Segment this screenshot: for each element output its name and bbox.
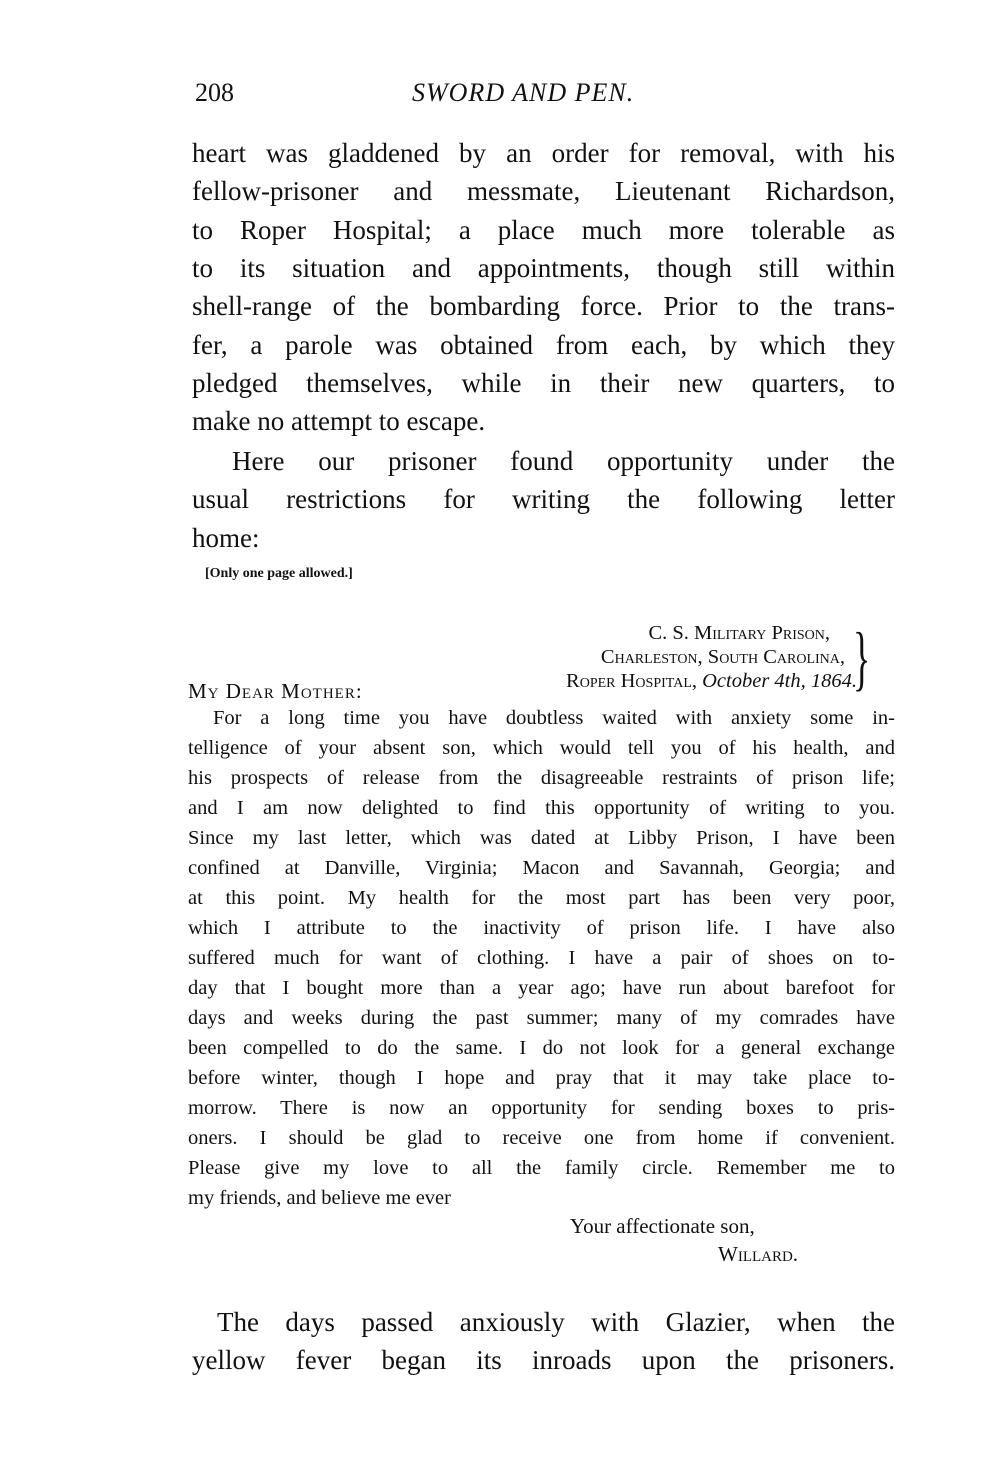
text-line: days and weeks during the past summer; many of my comrades have [188,1007,895,1029]
text-line: his prospects of release from the disagreeable restraints of prison life; [188,767,895,789]
text-line: morrow. There is now an opportunity for sending boxes to pris- [188,1097,895,1119]
salutation: My Dear Mother: [188,679,363,703]
letter-date: October 4th, 1864. [702,670,857,692]
text-line: confined at Danville, Virginia; Macon and Savannah, Georgia; and [188,857,895,879]
text-line: day that I bought more than a year ago; have run about barefoot for [188,977,895,999]
address-line-2: Charleston, South Carolina, [600,646,845,668]
text-line: which I attribute to the inactivity of prison life. I have also [188,917,895,939]
letter-note: [Only one page allowed.] [205,566,353,581]
text-line: make no attempt to escape. [192,406,486,437]
text-line: shell-range of the bombarding force. Prior to the trans- [192,291,895,322]
text-line: yellow fever began its inroads upon the prisoners. [192,1345,895,1376]
text-line: fellow-prisoner and messmate, Lieutenant Richardson, [192,176,895,207]
text-line: fer, a parole was obtained from each, by which they [192,329,895,360]
text-line: to its situation and appointments, though still within [192,252,895,283]
text-line: Since my last letter, which was dated at Libby Prison, I have been [188,827,895,849]
signature: Willard. [718,1242,799,1266]
text-line: Please give my love to all the family circle. Remember me to [188,1157,895,1179]
text-line: telligence of your absent son, which would tell you of his health, and [188,737,895,759]
text-line: oners. I should be glad to receive one from home if convenient. [188,1127,895,1149]
text-line: suffered much for want of clothing. I have a pair of shoes on to- [188,947,895,969]
text-line: and I am now delighted to find this opportunity of writing to you. [188,797,895,819]
text-line: usual restrictions for writing the following letter [192,484,895,515]
page-number: 208 [195,78,234,107]
text-line: my friends, and believe me ever [188,1187,451,1209]
brace: } [853,618,871,698]
text-line: been compelled to do the same. I do not look for a general exchange [188,1037,895,1059]
closing: Your affectionate son, [570,1214,755,1238]
text-line: home: [192,522,260,553]
text-line: before winter, though I hope and pray that it may take place to- [188,1067,895,1089]
text-line: pledged themselves, while in their new quarters, to [192,367,895,398]
address-line-1: C. S. Military Prison, [648,622,830,644]
address-hospital: Roper Hospital, [566,670,697,692]
address-line-3 [566,670,857,693]
text-line: For a long time you have doubtless waited with anxiety some in- [213,707,895,729]
running-title: SWORD AND PEN. [412,78,635,107]
text-line: Here our prisoner found opportunity under the [232,446,895,476]
text-line: at this point. My health for the most part has been very poor, [188,887,895,909]
text-line: to Roper Hospital; a place much more tolerable as [192,214,895,245]
text-line: The days passed anxiously with Glazier, when the [217,1307,895,1337]
text-line: heart was gladdened by an order for removal, with his [192,138,895,168]
